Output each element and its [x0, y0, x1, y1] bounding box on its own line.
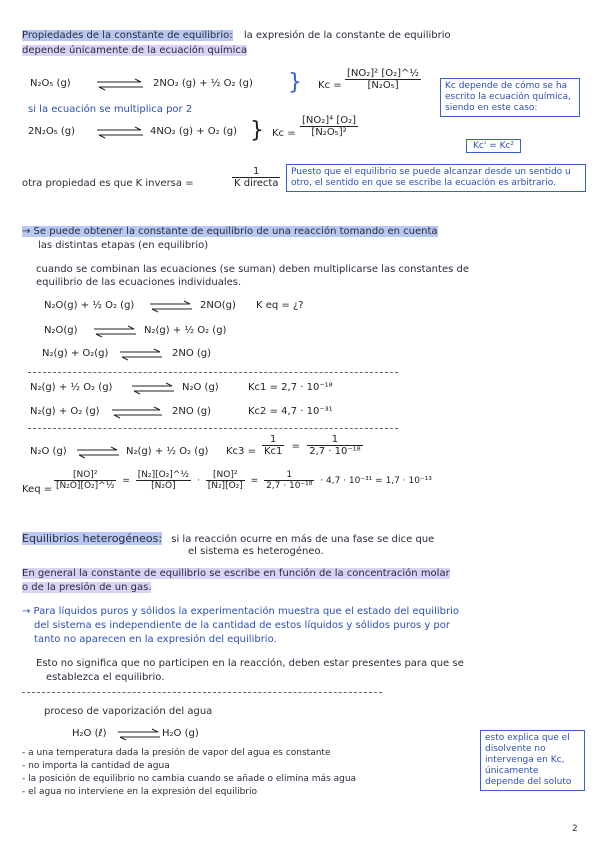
section3-heading-line2: el sistema es heterogéneo.	[188, 546, 324, 557]
equilibrium-arrow-icon	[95, 78, 145, 92]
inverse-numerator: 1	[232, 166, 280, 178]
reaction-2: N₂O(g)	[44, 325, 78, 336]
combine-line1: cuando se combinan las ecuaciones (se suman) deben multiplicarse las constantes de	[36, 264, 469, 275]
bullet-2: - no importa la cantidad de agua	[22, 761, 170, 771]
reaction-1: N₂O(g) + ½ O₂ (g)	[44, 300, 135, 311]
reaction-4-k: Kc1 = 2,7 · 10⁻¹⁸	[248, 382, 333, 393]
keq-f1-num: [NO]²	[54, 470, 116, 481]
vapor-reactant: H₂O (ℓ)	[72, 728, 107, 739]
multiply-text: si la ecuación se multiplica por 2	[28, 104, 193, 115]
keq-f3-den: [N₂][O₂]	[207, 481, 243, 491]
keq-f3-num: [NO]²	[206, 470, 245, 481]
section3-heading-rest: si la reacción ocurre en más de una fase se dice que	[171, 534, 435, 545]
vapor-product: H₂O (g)	[162, 728, 199, 739]
keq-equals-1: =	[122, 476, 130, 486]
keq-f2-num: [N₂][O₂]^½	[137, 470, 190, 480]
combine-line2: equilibrio de las ecuaciones individuales.	[36, 277, 242, 288]
equilibrium-arrow-icon	[116, 728, 162, 742]
eq1-products: 2NO₂ (g) + ½ O₂ (g)	[153, 78, 253, 89]
reaction-6-k: Kc3 =	[226, 446, 256, 457]
keq-label: Keq =	[22, 484, 53, 495]
note-arbitrary-direction	[286, 164, 586, 192]
note-kc-depends	[440, 78, 580, 117]
section2-arrow-line2: las distintas etapas (en equilibrio)	[38, 240, 209, 251]
equilibrium-arrow-icon	[95, 126, 145, 140]
note-kc-depends-text: Kc depende de cómo se ha escrito la ecuación química, siendo en este caso:	[445, 81, 571, 113]
kc3-value-num: 1	[307, 434, 362, 446]
equilibrium-arrow-icon	[110, 406, 164, 420]
section1-intro: la expresión de la constante de equilibrio	[243, 30, 451, 41]
equilibrium-arrow-icon	[118, 348, 164, 362]
equilibrium-arrow-icon	[92, 325, 138, 339]
kc3-frac-num: 1	[262, 434, 284, 446]
eq2-products: 4NO₂ (g) + O₂ (g)	[150, 126, 237, 137]
bullet-3: - la posición de equilibrio no cambia cuando se añade o elimina más agua	[22, 774, 357, 784]
divider	[22, 692, 382, 693]
pure-line3: tanto no aparecen en la expresión del equilibrio.	[34, 634, 277, 645]
brace-icon: }	[288, 70, 302, 95]
bullet-1: - a una temperatura dada la presión de vapor del agua es constante	[22, 748, 331, 758]
reaction-6: N₂O (g)	[30, 446, 67, 457]
divider	[28, 428, 398, 429]
inverse-denominator: K directa	[234, 178, 279, 189]
kc2-denominator: [N₂O₅]²	[311, 127, 347, 138]
keq-equals-2: =	[250, 476, 259, 486]
inverse-text: otra propiedad es que K inversa =	[22, 178, 194, 189]
keq-f2-den: [N₂O]	[151, 481, 176, 491]
general-line2: o de la presión de un gas.	[22, 582, 152, 593]
kc-prime-box: Kc' = Kc²	[466, 139, 521, 153]
reaction-5: N₂(g) + O₂ (g)	[30, 406, 100, 417]
vapor-title: proceso de vaporización del agua	[44, 706, 213, 717]
keq-f1-den: [N₂O][O₂]^½	[56, 481, 115, 491]
general-line1: En general la constante de equilibrio se escribe en función de la concentración molar	[22, 568, 450, 579]
kc3-frac-den: Kc1	[264, 446, 283, 457]
note-solvent	[480, 730, 585, 791]
reaction-1-k: K eq = ¿?	[256, 300, 304, 311]
reaction-3: N₂(g) + O₂(g)	[42, 348, 109, 359]
section2-arrow-text: → Se puede obtener la constante de equilibrio de una reacción tomando en cuenta	[22, 226, 438, 237]
note-solvent-text: esto explica que el disolvente no intervenga en Kc, únicamente depende del soluto	[485, 733, 572, 787]
eq2-reactant: 2N₂O₅ (g)	[28, 126, 76, 137]
equilibrium-arrow-icon	[148, 300, 194, 314]
divider	[28, 372, 398, 373]
equals: =	[291, 440, 300, 452]
reaction-5-k: Kc2 = 4,7 · 10⁻³¹	[248, 406, 333, 417]
reaction-1-product: 2NO(g)	[200, 300, 236, 311]
equilibrium-arrow-icon	[75, 446, 121, 460]
reaction-3-product: 2NO (g)	[172, 348, 212, 359]
kc2-label: Kc =	[272, 128, 296, 139]
pure-line2: del sistema es independiente de la cantidad de estos líquidos y sólidos puros y por	[34, 620, 451, 631]
means-line1: Esto no significa que no participen en la reacción, deben estar presentes para que se	[36, 658, 464, 669]
keq-dot: ·	[196, 476, 200, 486]
kc1-denominator: [N₂O₅]	[367, 80, 399, 91]
reaction-6-product: N₂(g) + ½ O₂ (g)	[126, 446, 209, 457]
section1-heading: Propiedades de la constante de equilibrio:	[22, 30, 233, 41]
kc3-value-den: 2,7 · 10⁻¹⁸	[309, 446, 361, 457]
section1-intro-line2: depende únicamente de la ecuación química	[22, 45, 247, 56]
page-number: 2	[572, 824, 578, 834]
keq-result: · 4,7 · 10⁻³¹ = 1,7 · 10⁻¹³	[320, 476, 432, 486]
kc1-label: Kc =	[318, 80, 342, 91]
reaction-4-product: N₂O (g)	[182, 382, 219, 393]
note-arbitrary-direction-text: Puesto que el equilibrio se puede alcanzar desde un sentido u otro, el sentido en que se escribe la ecuación es arbitrario.	[291, 167, 571, 188]
eq1-reactant: N₂O₅ (g)	[30, 78, 71, 89]
means-line2: establezca el equilibrio.	[46, 672, 165, 683]
bullet-4: - el agua no interviene en la expresión del equilibrio	[22, 787, 258, 797]
keq-f4-den: 2,7 · 10⁻¹⁸	[266, 481, 313, 491]
brace-icon: }	[250, 118, 264, 143]
equilibrium-arrow-icon	[130, 382, 176, 396]
reaction-5-product: 2NO (g)	[172, 406, 212, 417]
pure-line1: → Para líquidos puros y sólidos la experimentación muestra que el estado del equilibrio	[22, 606, 459, 617]
kc1-numerator: [NO₂]² [O₂]^½	[347, 68, 420, 79]
kc2-numerator: [NO₂]⁴ [O₂]	[302, 115, 357, 126]
reaction-4: N₂(g) + ½ O₂ (g)	[30, 382, 113, 393]
reaction-2-product: N₂(g) + ½ O₂ (g)	[144, 325, 227, 336]
keq-f4-num: 1	[264, 470, 314, 481]
section3-heading: Equilibrios heterogéneos:	[22, 532, 163, 545]
